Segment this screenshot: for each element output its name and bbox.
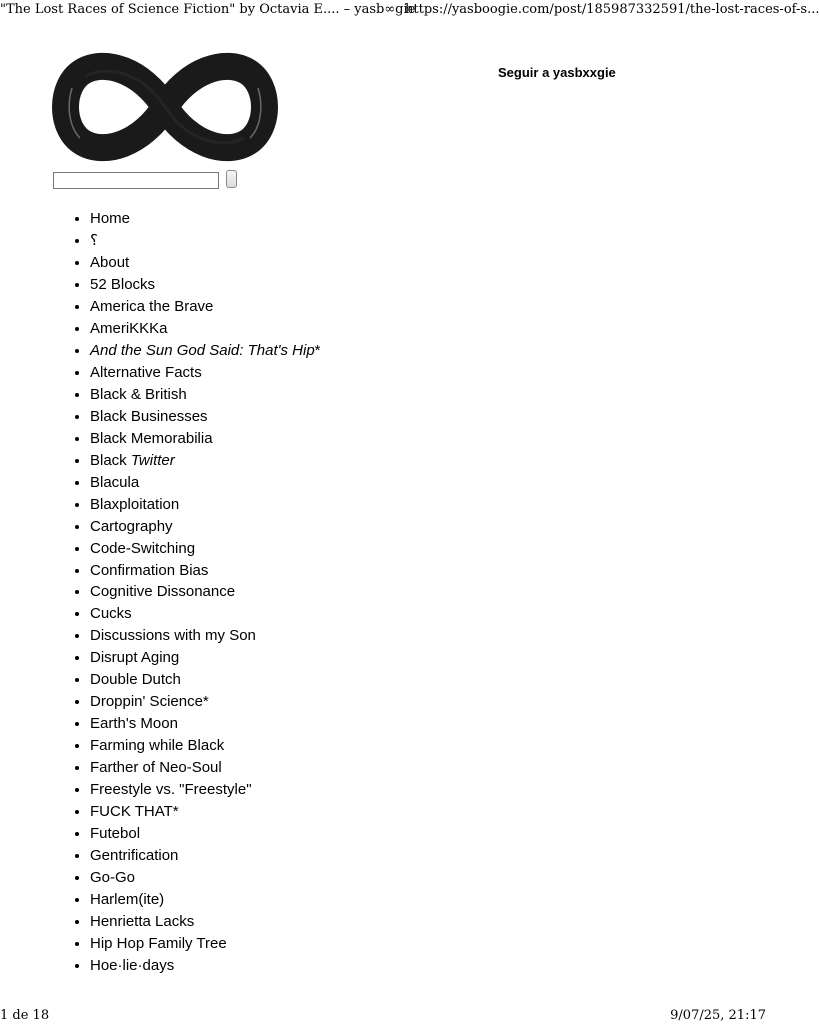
nav-item bbox=[90, 406, 321, 428]
nav-item bbox=[90, 560, 321, 582]
nav-item bbox=[90, 603, 321, 625]
nav-item bbox=[90, 516, 321, 538]
nav-item bbox=[90, 669, 321, 691]
nav-item bbox=[90, 691, 321, 713]
nav-item bbox=[90, 757, 321, 779]
nav-link[interactable]: AmeriKKKa bbox=[90, 319, 168, 337]
nav-link[interactable]: Farther of Neo-Soul bbox=[90, 759, 222, 777]
nav-link[interactable]: Home bbox=[90, 210, 131, 227]
nav-item bbox=[90, 647, 321, 669]
nav-link[interactable]: Farming while Black bbox=[90, 737, 225, 755]
nav-item bbox=[90, 779, 321, 801]
nav-link[interactable]: Hoe·lie·days bbox=[90, 956, 175, 974]
nav-link[interactable]: Blaxploitation bbox=[90, 495, 180, 513]
nav-item bbox=[90, 581, 321, 603]
nav-item bbox=[90, 494, 321, 516]
nav-item bbox=[90, 208, 321, 230]
nav-link[interactable]: FUCK THAT* bbox=[90, 803, 179, 821]
nav-link[interactable]: Harlem(ite) bbox=[90, 891, 165, 909]
nav-item bbox=[90, 713, 321, 735]
nav-link[interactable]: Futebol bbox=[90, 825, 141, 843]
nav-item bbox=[90, 801, 321, 823]
nav-item bbox=[90, 955, 321, 977]
nav-link[interactable]: 52 Blocks bbox=[90, 275, 156, 293]
nav-link[interactable]: About bbox=[90, 253, 130, 271]
nav-link[interactable]: Droppin' Science* bbox=[90, 693, 209, 711]
nav-link[interactable]: Cucks bbox=[90, 605, 132, 623]
nav-item bbox=[90, 823, 321, 845]
infinity-logo-icon[interactable] bbox=[52, 48, 278, 166]
search-button[interactable] bbox=[226, 170, 237, 188]
nav-link[interactable]: Gentrification bbox=[90, 847, 179, 865]
print-footer bbox=[0, 1006, 768, 1026]
nav-link[interactable]: Go-Go bbox=[90, 869, 136, 887]
nav-link[interactable]: Blacula bbox=[90, 473, 140, 491]
nav-link[interactable]: Confirmation Bias bbox=[90, 561, 209, 579]
nav-item bbox=[90, 889, 321, 911]
nav-menu bbox=[72, 208, 321, 977]
nav-link[interactable]: Disrupt Aging bbox=[90, 649, 180, 667]
page-title: "The Lost Races of Science Fiction" by Octavia E.... – yasb∞gie bbox=[0, 2, 416, 17]
nav-item bbox=[90, 911, 321, 933]
nav-link[interactable]: Hip Hop Family Tree bbox=[90, 934, 227, 952]
nav-item bbox=[90, 252, 321, 274]
nav-link[interactable]: Freestyle vs. "Freestyle" bbox=[90, 781, 252, 799]
infinity-logo-svg bbox=[52, 48, 278, 166]
nav-item bbox=[90, 450, 321, 472]
nav-item bbox=[90, 867, 321, 889]
nav-link[interactable]: Cognitive Dissonance bbox=[90, 583, 236, 601]
nav-link[interactable]: Earth's Moon bbox=[90, 715, 178, 733]
nav-link[interactable]: Alternative Facts bbox=[90, 363, 202, 381]
nav-item bbox=[90, 296, 321, 318]
nav-item bbox=[90, 625, 321, 647]
nav-link[interactable]: Black & British bbox=[90, 385, 187, 403]
nav-link[interactable]: America the Brave bbox=[90, 297, 214, 315]
nav-item bbox=[90, 845, 321, 867]
print-date: 9/07/25, 21:17 bbox=[670, 1008, 766, 1023]
nav-item bbox=[90, 318, 321, 340]
nav-item bbox=[90, 340, 321, 362]
page-number: 1 de 18 bbox=[0, 1008, 50, 1023]
nav-item bbox=[90, 274, 321, 296]
follow-link[interactable]: Seguir a yasbxxgie bbox=[498, 65, 616, 80]
nav-link[interactable]: Code-Switching bbox=[90, 539, 196, 557]
nav-link[interactable]: ؟ bbox=[90, 231, 98, 249]
nav-link[interactable]: Black Memorabilia bbox=[90, 429, 213, 447]
nav-link[interactable]: Henrietta Lacks bbox=[90, 913, 195, 930]
nav-item bbox=[90, 428, 321, 450]
nav-item bbox=[90, 735, 321, 757]
nav-item bbox=[90, 933, 321, 955]
nav-link[interactable]: Black Twitter bbox=[90, 451, 175, 469]
page-url: https://yasboogie.com/post/185987332591/the-lost-races-of-s... bbox=[405, 2, 819, 17]
nav-link[interactable]: Double Dutch bbox=[90, 671, 181, 689]
nav-link[interactable]: Discussions with my Son bbox=[90, 627, 256, 645]
nav-item bbox=[90, 230, 321, 252]
nav-link[interactable]: Cartography bbox=[90, 517, 173, 535]
nav-link[interactable]: And the Sun God Said: That's Hip* bbox=[90, 341, 321, 359]
nav-link[interactable]: Black Businesses bbox=[90, 407, 208, 425]
nav-item bbox=[90, 384, 321, 406]
nav-item bbox=[90, 538, 321, 560]
nav-item bbox=[90, 472, 321, 494]
search-input[interactable] bbox=[53, 172, 219, 189]
print-header bbox=[0, 0, 819, 20]
nav-item bbox=[90, 362, 321, 384]
